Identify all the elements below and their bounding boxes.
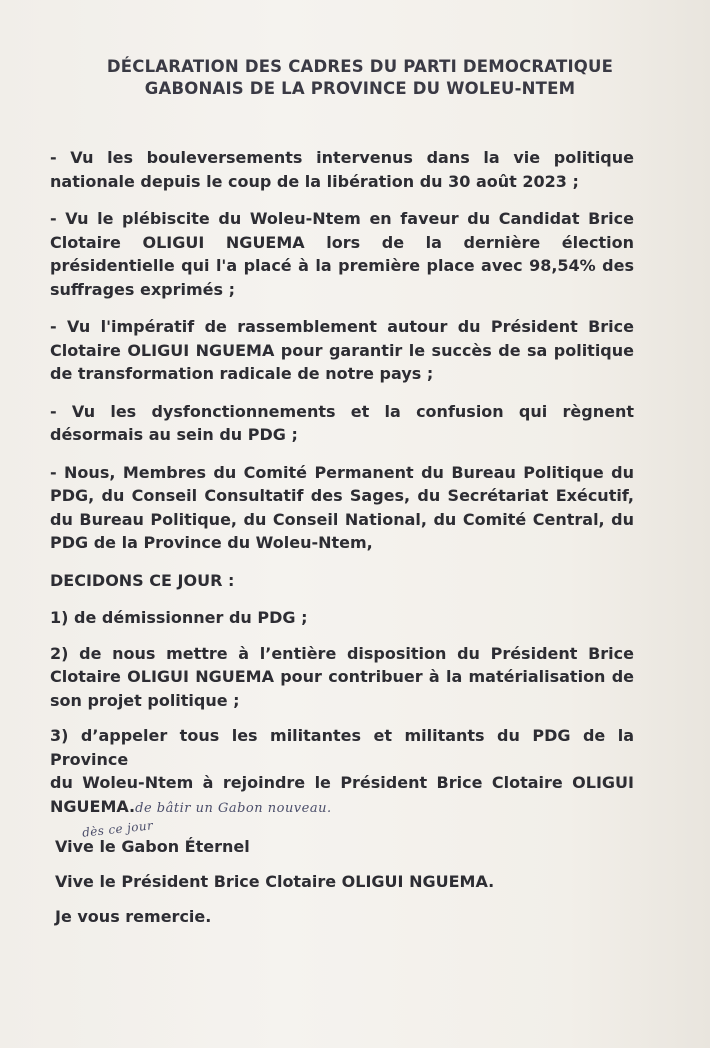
handwritten-addition-2: dès ce jour bbox=[81, 818, 154, 840]
decision-2 bbox=[50, 642, 634, 713]
paragraph-upheavals bbox=[50, 146, 634, 193]
decision-heading bbox=[50, 569, 634, 593]
paragraph-line: nationale depuis le coup de la libération du 30 août 2023 ; bbox=[50, 171, 579, 191]
paragraph-rallying bbox=[50, 315, 634, 386]
decision-line: NGUEMA. bbox=[50, 796, 136, 816]
closing-line-president: Vive le Président Brice Clotaire OLIGUI NGUEMA. bbox=[55, 872, 495, 891]
paragraph-line: - Vu les bouleversements intervenus dans la vie politique bbox=[50, 148, 634, 167]
decision-line-with-handwriting bbox=[50, 795, 634, 821]
closing-line-thanks: Je vous remercie. bbox=[55, 907, 212, 926]
paragraph-members bbox=[50, 461, 634, 555]
decision-line: 3) d’appeler tous les militantes et militants du PDG de la Province bbox=[50, 726, 634, 769]
paragraph-line: - Vu le plébiscite du Woleu-Ntem en faveur du Candidat Brice bbox=[50, 209, 634, 228]
paragraph-plebiscite bbox=[50, 207, 634, 301]
decision-line: son projet politique ; bbox=[50, 690, 240, 710]
paragraph-line: de transformation radicale de notre pays ; bbox=[50, 364, 434, 383]
decision-line: Clotaire OLIGUI NGUEMA pour contribuer à la matérialisation de bbox=[50, 667, 634, 686]
paragraph-line: PDG de la Province du Woleu-Ntem, bbox=[50, 533, 373, 552]
paragraph-dysfunctions bbox=[50, 400, 634, 447]
decision-line: 1) de démissionner du PDG ; bbox=[50, 608, 308, 627]
paragraph-line: Clotaire OLIGUI NGUEMA lors de la dernière élection bbox=[50, 232, 634, 252]
declaration-title bbox=[40, 56, 680, 100]
paragraph-line: - Nous, Membres du Comité Permanent du Bureau Politique du bbox=[50, 462, 634, 482]
decision-1 bbox=[50, 606, 634, 630]
decision-line: 2) de nous mettre à l’entière disposition du Président Brice bbox=[50, 643, 634, 663]
paragraph-line: suffrages exprimés ; bbox=[50, 279, 235, 299]
closing-line-gabon: Vive le Gabon Éternel bbox=[55, 837, 250, 856]
decision-heading-text: DECIDONS CE JOUR : bbox=[50, 570, 235, 590]
paragraph-line: désormais au sein du PDG ; bbox=[50, 425, 298, 444]
handwritten-addition: de bâtir un Gabon nouveau. bbox=[135, 800, 332, 816]
paragraph-line: du Bureau Politique, du Conseil National, du Comité Central, du bbox=[50, 509, 634, 529]
decision-line: du Woleu-Ntem à rejoindre le Président Brice Clotaire OLIGUI bbox=[50, 773, 634, 792]
decision-3 bbox=[50, 724, 634, 820]
paragraph-line: Clotaire OLIGUI NGUEMA pour garantir le succès de sa politique bbox=[50, 340, 634, 360]
paragraph-line: - Vu l'impératif de rassemblement autour du Président Brice bbox=[50, 317, 634, 336]
paragraph-line: - Vu les dysfonctionnements et la confusion qui règnent bbox=[50, 401, 634, 421]
paragraph-line: présidentielle qui l'a placé à la première place avec 98,54% des bbox=[50, 256, 634, 275]
declaration-body bbox=[50, 146, 634, 832]
title-line-1: DÉCLARATION DES CADRES DU PARTI DEMOCRATIQUE bbox=[106, 57, 614, 76]
paragraph-line: PDG, du Conseil Consultatif des Sages, du Secrétariat Exécutif, bbox=[50, 486, 634, 505]
title-line-2: GABONAIS DE LA PROVINCE DU WOLEU-NTEM bbox=[144, 79, 576, 98]
